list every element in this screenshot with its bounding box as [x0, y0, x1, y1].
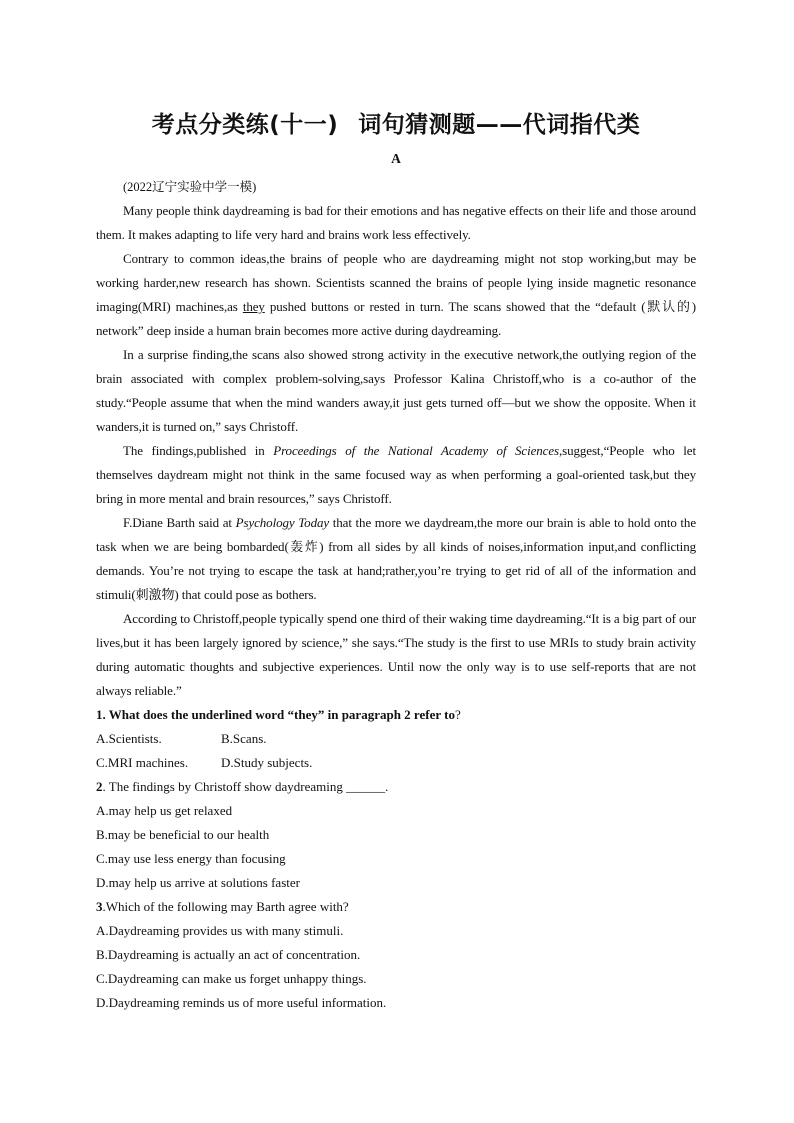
- q3-option-d: D.Daydreaming reminds us of more useful information.: [96, 995, 387, 1010]
- underlined-word: they: [242, 299, 265, 314]
- paragraph-4: The findings,published in Proceedings of the National Academy of Sciences,suggest,“People who let themselves daydream might not think in the same focused way as when performing a goal-oriented task,but they bring in more mental and brain resources,” says Christoff.: [96, 443, 696, 506]
- q1-option-d: D.Study subjects.: [221, 755, 313, 770]
- document-page: [96, 100, 696, 1015]
- journal-title: Proceedings of the National Academy of Sciences: [273, 443, 559, 458]
- q3-option-c: C.Daydreaming can make us forget unhappy things.: [96, 971, 367, 986]
- section-label: A: [391, 151, 401, 166]
- title-part-2: 词句猜测题——代词指代类: [358, 112, 641, 138]
- q1-options-row-1: [96, 727, 696, 751]
- title-part-1: 考点分类练(十一): [151, 112, 339, 138]
- q3-option-a: A.Daydreaming provides us with many stimuli.: [96, 923, 344, 938]
- q1-option-c: C.MRI machines.: [96, 755, 189, 770]
- q2-option-b: B.may be beneficial to our health: [96, 827, 270, 842]
- paragraph-1: Many people think daydreaming is bad for their emotions and has negative effects on their life and those around them. It makes adapting to life very hard and brains work less effectively.: [96, 203, 696, 242]
- magazine-title: Psychology Today: [235, 515, 330, 530]
- source-note: (2022辽宁实验中学一模): [123, 180, 257, 194]
- page-title: [96, 106, 696, 139]
- paragraph-3: In a surprise finding,the scans also showed strong activity in the executive network,the outlying region of the brain associated with complex problem-solving,says Professor Kalina Christoff,who is a co-author of the study.“People assume that when the mind wanders away,it just gets turned off—but we show the opposite. When it wanders,it is turned on,” says Christoff.: [96, 347, 696, 434]
- q2-option-c: C.may use less energy than focusing: [96, 851, 286, 866]
- paragraph-6: According to Christoff,people typically spend one third of their waking time daydreaming.“It is a big part of our lives,but it has been largely ignored by science,” she says.“The study is the first to use MRIs to study brain activity during automatic thoughts and subjective experiences. Until now the only way is to use self-reports that are not always reliable.”: [96, 611, 696, 698]
- q1-option-b: B.Scans.: [221, 731, 267, 746]
- q1-options-row-2: [96, 751, 696, 775]
- question-1: 1. What does the underlined word “they” in paragraph 2 refer to?: [96, 707, 461, 722]
- q2-option-d: D.may help us arrive at solutions faster: [96, 875, 300, 890]
- question-2: 2. The findings by Christoff show daydreaming ______.: [96, 779, 389, 794]
- paragraph-5: F.Diane Barth said at Psychology Today that the more we daydream,the more our brain is able to hold onto the task when we are being bombarded(轰炸) from all sides by all kinds of noises,information input,and conflicting demands. You’re not trying to escape the task at hand;rather,you’re trying to get rid of all of the information and stimuli(刺激物) that could pose as bothers.: [96, 515, 696, 602]
- paragraph-2: Contrary to common ideas,the brains of people who are daydreaming might not stop working,but may be working harder,new research has shown. Scientists scanned the brains of people lying inside magnetic resonance imaging(MRI) machines,as they pushed buttons or rested in turn. The scans showed that the “default (默认的) network” deep inside a human brain becomes more active during daydreaming.: [96, 251, 696, 338]
- q2-option-a: A.may help us get relaxed: [96, 803, 233, 818]
- question-3: 3.Which of the following may Barth agree with?: [96, 899, 349, 914]
- q3-option-b: B.Daydreaming is actually an act of concentration.: [96, 947, 361, 962]
- q1-option-a: A.Scientists.: [96, 731, 162, 746]
